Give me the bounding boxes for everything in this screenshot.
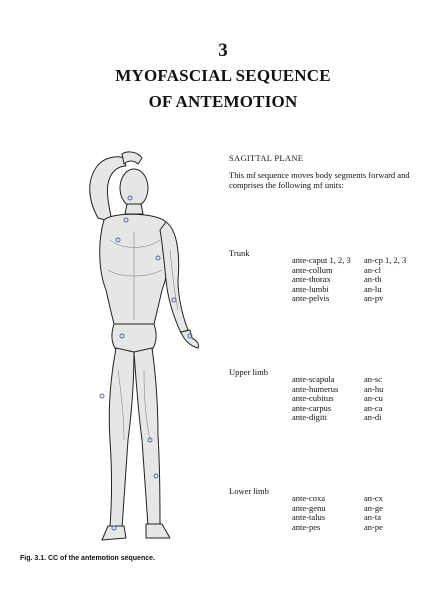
unit-abbr: an-cp 1, 2, 3	[364, 255, 407, 265]
unit-abbr: an-ta	[364, 512, 381, 523]
unit-name: ante-thorax	[292, 274, 331, 285]
unit-name: ante-pelvis	[292, 293, 330, 304]
unit-name: ante-talus	[292, 512, 326, 523]
unit-abbr: an-hu	[364, 383, 384, 394]
unit-row	[292, 413, 383, 423]
chapter-title-line-2: OF ANTEMOTION	[148, 92, 298, 111]
unit-abbr: an-cx	[364, 493, 383, 503]
figure-caption: Fig. 3.1. CC of the antemotion sequence.	[20, 555, 155, 562]
unit-row	[292, 294, 406, 304]
unit-abbr: an-ge	[364, 502, 383, 513]
chapter-title-line-1: MYOFASCIAL SEQUENCE	[115, 66, 331, 85]
unit-abbr: an-lu	[364, 283, 382, 294]
unit-abbr: an-pe	[364, 521, 383, 532]
unit-name: ante-caput 1, 2, 3	[292, 255, 351, 265]
chapter-number: 3	[218, 40, 228, 61]
unit-row	[292, 523, 383, 533]
plane-heading: SAGITTAL PLANE	[229, 153, 304, 163]
unit-name: ante-collum	[292, 264, 333, 275]
unit-name: ante-cubitus	[292, 393, 334, 404]
unit-name: ante-genu	[292, 502, 326, 513]
unit-table-upper-limb	[292, 375, 383, 423]
intro-paragraph: This mf sequence moves body segments forward and comprises the following mf units:	[229, 170, 410, 190]
unit-table-lower-limb	[292, 494, 383, 532]
unit-abbr: an-cl	[364, 264, 381, 275]
cc-point	[100, 394, 104, 398]
unit-name: ante-scapula	[292, 374, 335, 384]
unit-table-trunk	[292, 256, 406, 304]
unit-abbr: an-sc	[364, 374, 382, 384]
anatomical-figure	[38, 140, 228, 550]
group-label-trunk: Trunk	[229, 248, 250, 258]
unit-name: ante-digiti	[292, 412, 327, 423]
unit-abbr: an-cu	[364, 393, 383, 404]
unit-name: ante-carpus	[292, 402, 332, 413]
unit-name: ante-lumbi	[292, 283, 329, 294]
unit-name: ante-coxa	[292, 493, 326, 503]
group-label-lower-limb: Lower limb	[229, 486, 269, 496]
unit-abbr: an-ca	[364, 402, 383, 413]
unit-abbr: an-pv	[364, 293, 384, 304]
unit-abbr: an-th	[364, 274, 382, 285]
unit-abbr: an-di	[364, 412, 382, 423]
group-label-upper-limb: Upper limb	[229, 367, 268, 377]
unit-name: ante-humerus	[292, 383, 339, 394]
unit-name: ante-pes	[292, 521, 321, 532]
